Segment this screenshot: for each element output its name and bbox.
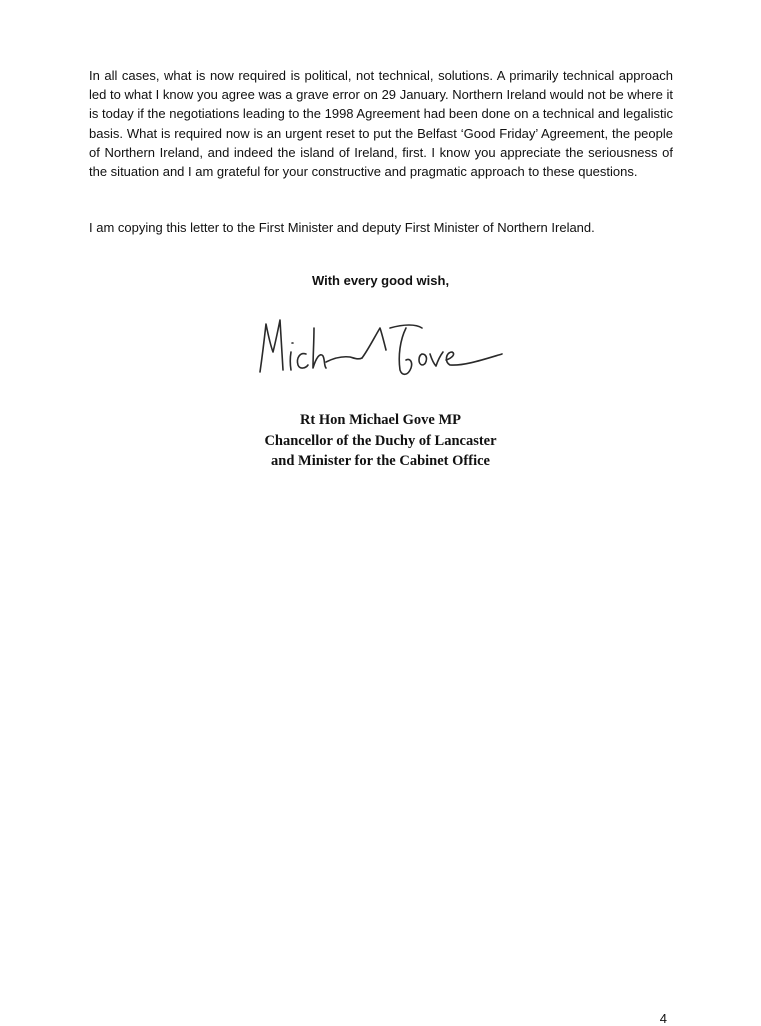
letter-signoff: With every good wish, (311, 273, 450, 288)
signatory-block (0, 410, 761, 472)
body-paragraph: In all cases, what is now required is political, not technical, solutions. A primarily technical approach led to what I know you agree was a grave error on 29 January. Northern Ireland would not be where it is today if the negotiations leading to the 1998 Agreement had been done on a technical and legalistic basis. What is required now is an urgent reset to put the Belfast ‘Good Friday’ Agreement, the people of Northern Ireland, and indeed the island of Ireland, first. I know you appreciate the seriousness of the situation and I am grateful for your constructive and pragmatic approach to these questions. (89, 68, 673, 180)
page-number: 4 (659, 1011, 667, 1026)
signatory-name: Rt Hon Michael Gove MP (299, 412, 462, 428)
handwritten-signature-icon (250, 310, 510, 390)
signatory-title: and Minister for the Cabinet Office (271, 453, 490, 469)
signatory-title: Chancellor of the Duchy of Lancaster (264, 432, 497, 449)
body-paragraph: I am copying this letter to the First Minister and deputy First Minister of Northern Ireland. (89, 220, 595, 235)
